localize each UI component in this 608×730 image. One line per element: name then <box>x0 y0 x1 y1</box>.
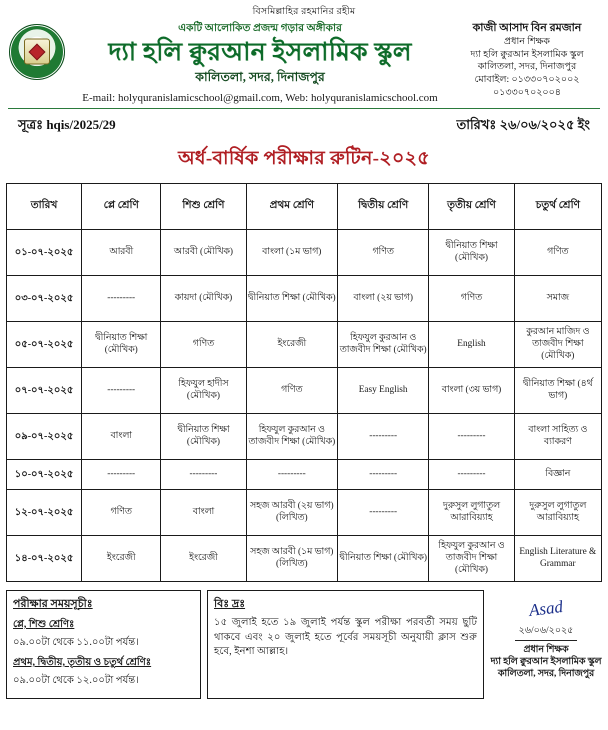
cell-class-3: English <box>429 321 514 367</box>
row-date: ১২-০৭-২০২৫ <box>7 489 82 535</box>
table-row <box>7 321 602 367</box>
schedule-group-label: প্রথম, দ্বিতীয়, তৃতীয় ও চতুর্থ শ্রেণিঃ <box>13 656 152 668</box>
table-row <box>7 229 602 275</box>
header-right-contact <box>452 20 602 100</box>
cell-play: --------- <box>82 459 161 489</box>
cell-play: --------- <box>82 367 161 413</box>
cell-class-1: সহজ আরবী (১ম ভাগ) (লিখিত) <box>246 535 337 581</box>
row-date: ০৯-০৭-২০২৫ <box>7 413 82 459</box>
cell-class-4: বাংলা সাহিত্য ও ব্যাকরণ <box>514 413 601 459</box>
cell-class-2: গণিত <box>337 229 428 275</box>
date-label: তারিখঃ <box>456 116 497 132</box>
table-header-row <box>7 183 602 229</box>
headmaster-mobile-2: ০১৩৩০৭০২০০৪ <box>493 88 561 99</box>
row-date: ০১-০৭-২০২৫ <box>7 229 82 275</box>
school-emblem-icon <box>9 24 65 80</box>
schedule-group-time: ০৯.০০টা থেকে ১২.০০টা পর্যন্ত। <box>13 674 139 686</box>
table-row <box>7 535 602 581</box>
signature-org: দ্যা হলি ক্বুরআন ইসলামিক স্কুল <box>490 656 602 667</box>
bismillah-line: বিসমিল্লাহির রহমানির রহীম <box>252 7 356 17</box>
signature-block <box>490 590 602 699</box>
note-box <box>207 590 484 699</box>
column-header-date: তারিখ <box>7 183 82 229</box>
cell-class-2: --------- <box>337 489 428 535</box>
note-text: ১৫ জুলাই হতে ১৯ জুলাই পর্যন্ত স্কুল পরীক্ষা পরবর্তী সময় ছুটি থাকবে এবং ২০ জুলাই হতে পূর্বের সময়সূচী অনুযায়ী ক্লাস শুরু হবে, ইনশা আল্লাহ। <box>214 616 477 658</box>
schedule-group <box>13 655 194 690</box>
row-date: ০৩-০৭-২০২৫ <box>7 275 82 321</box>
cell-class-2: --------- <box>337 459 428 489</box>
cell-class-3: --------- <box>429 413 514 459</box>
cell-class-1: ইংরেজী <box>246 321 337 367</box>
headmaster-role: প্রধান শিক্ষক <box>504 36 550 47</box>
cell-class-1: সহজ আরবী (২য় ভাগ) (লিখিত) <box>246 489 337 535</box>
memo-date <box>456 116 590 137</box>
cell-class-3: বাংলা (৩য় ভাগ) <box>429 367 514 413</box>
table-row <box>7 413 602 459</box>
cell-class-4: সমাজ <box>514 275 601 321</box>
cell-class-1: গণিত <box>246 367 337 413</box>
column-header-class-2: দ্বিতীয় শ্রেণি <box>337 183 428 229</box>
cell-nursery: দ্বীনিয়াত শিক্ষা (মৌখিক) <box>161 413 246 459</box>
cell-class-3: --------- <box>429 459 514 489</box>
memo-label: সূত্রঃ <box>18 116 44 132</box>
table-row <box>7 275 602 321</box>
row-date: ০৭-০৭-২০২৫ <box>7 367 82 413</box>
cell-class-3: দ্বীনিয়াত শিক্ষা (মৌখিক) <box>429 229 514 275</box>
row-date: ১০-০৭-২০২৫ <box>7 459 82 489</box>
header-center <box>68 20 452 104</box>
cell-class-1: বাংলা (১ম ভাগ) <box>246 229 337 275</box>
headmaster-org: দ্যা হলি ক্বুরআন ইসলামিক স্কুল <box>470 49 584 60</box>
schedule-group-label: প্লে, শিশু শ্রেণিঃ <box>13 618 75 630</box>
cell-class-2: হিফযুল কুরআন ও তাজবীদ শিক্ষা (মৌখিক) <box>337 321 428 367</box>
page-title: অর্ধ-বার্ষিক পরীক্ষার রুটিন-২০২৫ <box>178 147 430 169</box>
exam-routine-table <box>6 183 602 582</box>
column-header-class-1: প্রথম শ্রেণি <box>246 183 337 229</box>
cell-play: ইংরেজী <box>82 535 161 581</box>
column-header-nursery: শিশু শ্রেণি <box>161 183 246 229</box>
cell-class-2: --------- <box>337 413 428 459</box>
schedule-group <box>13 617 194 652</box>
document-footer <box>6 590 602 699</box>
school-name: দ্যা হলি ক্বুরআন ইসলামিক স্কুল <box>108 39 412 66</box>
cell-nursery: ইংরেজী <box>161 535 246 581</box>
header-divider <box>8 108 600 109</box>
cell-class-4: কুরআন মাজিদ ও তাজবীদ শিক্ষা (মৌখিক) <box>514 321 601 367</box>
cell-play: গণিত <box>82 489 161 535</box>
memo-number <box>18 116 116 137</box>
school-address: কালিতলা, সদর, দিনাজপুর <box>195 69 325 84</box>
table-row <box>7 459 602 489</box>
cell-nursery: বাংলা <box>161 489 246 535</box>
cell-class-1: হিফযুল কুরআন ও তাজবীদ শিক্ষা (মৌখিক) <box>246 413 337 459</box>
headmaster-place: কালিতলা, সদর, দিনাজপুর <box>477 62 577 73</box>
cell-nursery: কায়দা (মৌখিক) <box>161 275 246 321</box>
document-header <box>6 20 602 104</box>
cell-class-3: গণিত <box>429 275 514 321</box>
headmaster-mobile-1: মোবাইল: ০১৩৩০৭০২০০২ <box>474 75 580 86</box>
school-contact-line: E-mail: holyquranislamicschool@gmail.com, Web: holyquranislamicschool.com <box>82 91 438 104</box>
cell-class-2: বাংলা (২য় ভাগ) <box>337 275 428 321</box>
cell-class-4: বিজ্ঞান <box>514 459 601 489</box>
memo-value: hqis/2025/29 <box>46 116 116 132</box>
cell-class-2: Easy English <box>337 367 428 413</box>
cell-nursery: গণিত <box>161 321 246 367</box>
cell-nursery: আরবী (মৌখিক) <box>161 229 246 275</box>
signature-role: প্রধান শিক্ষক <box>523 644 569 655</box>
memo-row <box>18 116 590 137</box>
cell-class-4: দ্বীনিয়াত শিক্ষা (৪র্থ ভাগ) <box>514 367 601 413</box>
cell-class-4: গণিত <box>514 229 601 275</box>
cell-nursery: --------- <box>161 459 246 489</box>
cell-class-2: দ্বীনিয়াত শিক্ষা (মৌখিক) <box>337 535 428 581</box>
signature-date: ২৬/০৬/২০২৫ <box>515 624 578 641</box>
cell-play: --------- <box>82 275 161 321</box>
column-header-class-3: তৃতীয় শ্রেণি <box>429 183 514 229</box>
row-date: ০৫-০৭-২০২৫ <box>7 321 82 367</box>
cell-class-1: --------- <box>246 459 337 489</box>
column-header-play: প্লে শ্রেণি <box>82 183 161 229</box>
school-slogan: একটি আলোকিত প্রজন্ম গড়ার অঙ্গীকার <box>178 23 342 34</box>
cell-play: দ্বীনিয়াত শিক্ষা (মৌখিক) <box>82 321 161 367</box>
column-header-class-4: চতুর্থ শ্রেণি <box>514 183 601 229</box>
cell-class-4: দুরুসুল লুগাতুল আরাবিয়্যাহ <box>514 489 601 535</box>
cell-class-4: English Literature & Grammar <box>514 535 601 581</box>
row-date: ১৪-০৭-২০২৫ <box>7 535 82 581</box>
cell-play: আরবী <box>82 229 161 275</box>
cell-class-1: দ্বীনিয়াত শিক্ষা (মৌখিক) <box>246 275 337 321</box>
signature-mark: Asad <box>527 596 564 620</box>
exam-schedule-title: পরীক্ষার সময়সূচীঃ <box>13 597 93 610</box>
cell-class-3: দুরুসুল লুগাতুল আরাবিয়্যাহ <box>429 489 514 535</box>
cell-nursery: হিফযুল হাদীস (মৌখিক) <box>161 367 246 413</box>
cell-play: বাংলা <box>82 413 161 459</box>
signature-lines <box>490 644 602 680</box>
table-row <box>7 367 602 413</box>
cell-class-3: হিফযুল কুরআন ও তাজবীদ শিক্ষা (মৌখিক) <box>429 535 514 581</box>
headmaster-name: কাজী আসাদ বিন রমজান <box>472 22 582 34</box>
logo-container <box>6 20 68 80</box>
schedule-group-time: ০৯.০০টা থেকে ১১.০০টা পর্যন্ত। <box>13 636 139 648</box>
note-label: বিঃ দ্রঃ <box>214 597 246 610</box>
signature-place: কালিতলা, সদর, দিনাজপুর <box>497 668 595 679</box>
table-row <box>7 489 602 535</box>
exam-schedule-box <box>6 590 201 699</box>
date-value: ২৬/০৬/২০২৫ ইং <box>499 116 590 132</box>
